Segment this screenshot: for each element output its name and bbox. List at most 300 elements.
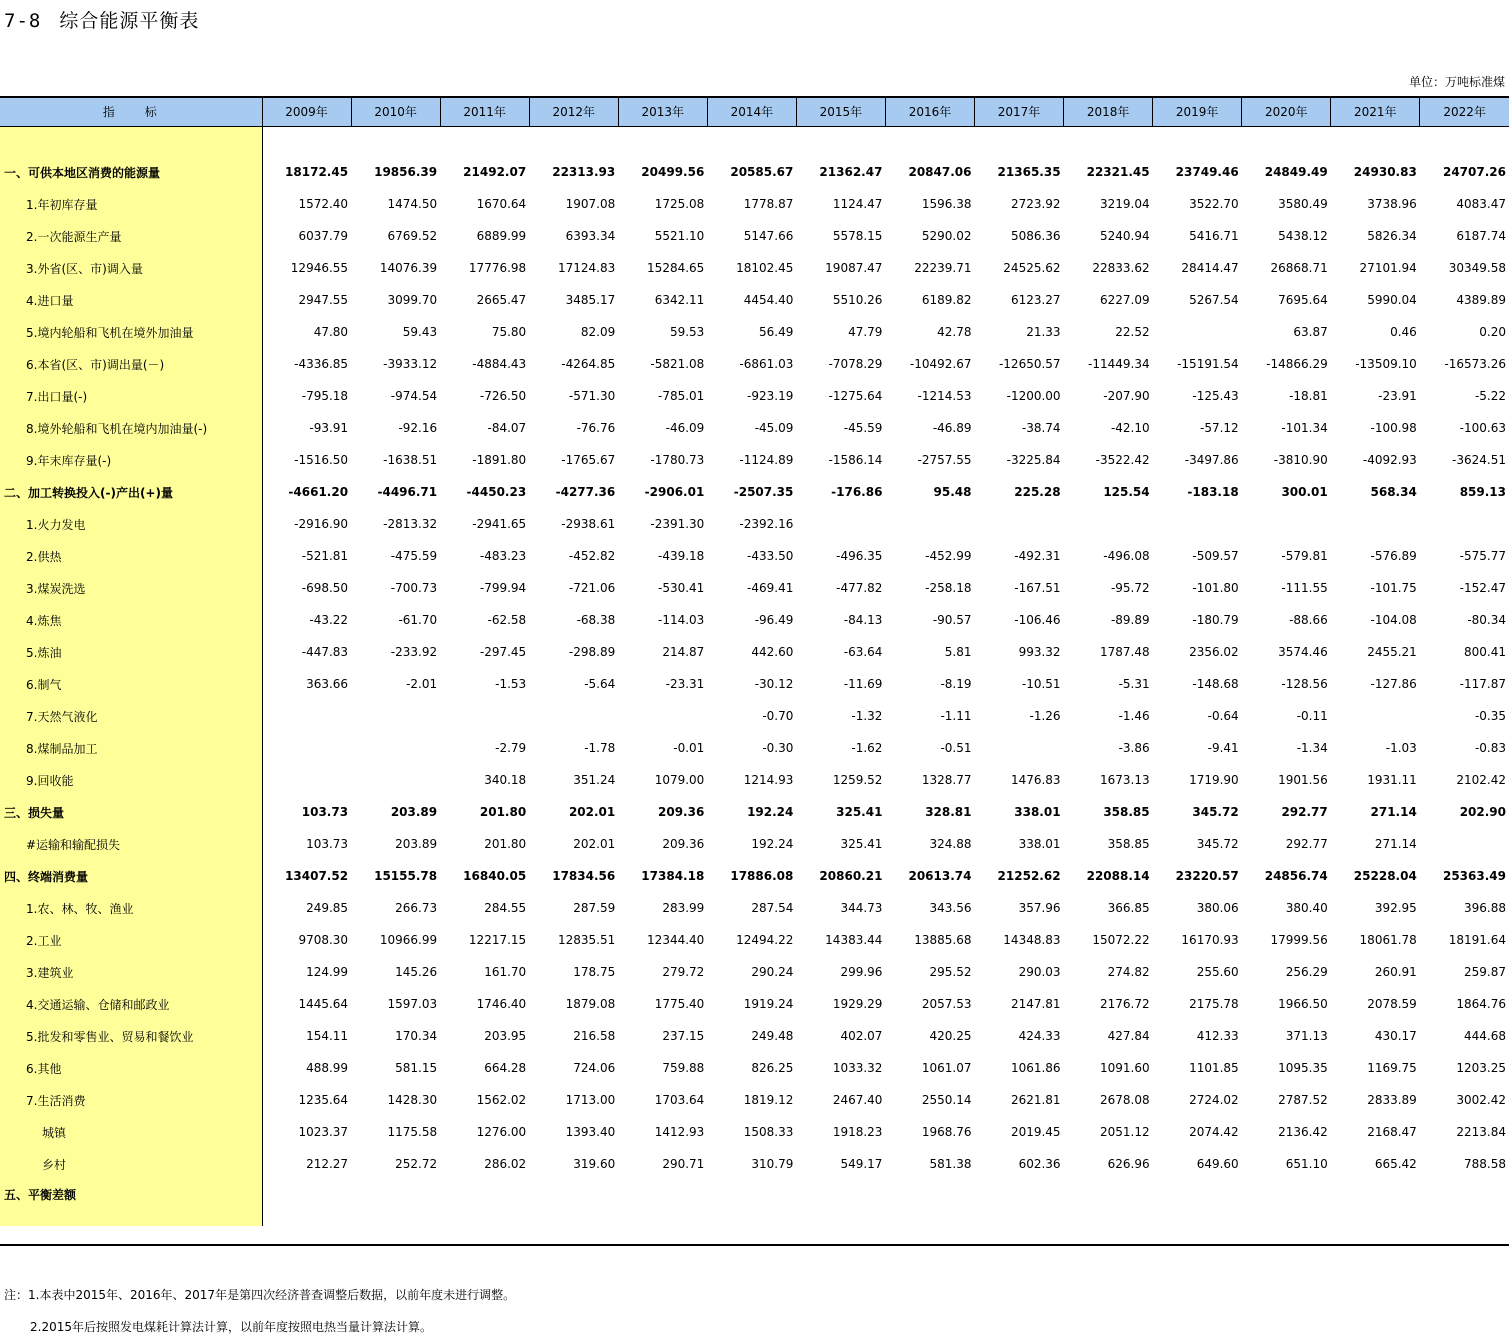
value-cell: 859.13 <box>1459 485 1506 499</box>
value-cell <box>1331 700 1420 732</box>
value-cell: 993.32 <box>1018 645 1061 659</box>
value-cell: 22321.45 <box>1086 165 1150 179</box>
table-bottom-rule <box>0 1244 1509 1246</box>
value-cell: 24707.26 <box>1442 165 1506 179</box>
table-row <box>0 284 1509 316</box>
value-cell: -0.70 <box>762 709 794 723</box>
value-cell: -7078.29 <box>828 357 883 371</box>
value-cell: 1968.76 <box>921 1125 972 1139</box>
value-cell: 2665.47 <box>476 293 527 307</box>
value-cell: -38.74 <box>1021 421 1061 435</box>
value-cell: 3522.70 <box>1189 197 1239 211</box>
value-cell: -795.18 <box>301 389 349 403</box>
value-cell: 16170.93 <box>1181 933 1239 947</box>
value-cell: 444.68 <box>1464 1029 1506 1043</box>
value-cell: 568.34 <box>1370 485 1417 499</box>
value-cell: -1586.14 <box>828 453 883 467</box>
table-row <box>0 508 1509 540</box>
value-cell: 20585.67 <box>730 165 794 179</box>
value-cell: 201.80 <box>484 837 527 851</box>
value-cell: 216.58 <box>573 1029 616 1043</box>
value-cell: 1819.12 <box>743 1093 794 1107</box>
value-cell: 286.02 <box>484 1157 527 1171</box>
value-cell: 103.73 <box>301 805 349 819</box>
value-cell <box>262 700 351 732</box>
value-cell: 75.80 <box>491 325 527 339</box>
value-cell: 402.07 <box>840 1029 883 1043</box>
value-cell: 2168.47 <box>1367 1125 1417 1139</box>
value-cell <box>1153 1180 1242 1226</box>
value-cell <box>1331 508 1420 540</box>
table-row <box>0 252 1509 284</box>
value-cell: 212.27 <box>306 1157 349 1171</box>
value-cell: 1918.23 <box>832 1125 883 1139</box>
value-cell: -11449.34 <box>1088 357 1150 371</box>
spacer-cell <box>885 126 974 156</box>
value-cell: 23749.46 <box>1175 165 1239 179</box>
value-cell: -3.86 <box>1118 741 1150 755</box>
value-cell: 5521.10 <box>654 229 705 243</box>
value-cell: 1713.00 <box>565 1093 616 1107</box>
value-cell: 2136.42 <box>1278 1125 1328 1139</box>
spacer-row <box>0 126 1509 156</box>
value-cell: 1864.76 <box>1456 997 1506 1011</box>
value-cell: 338.01 <box>1014 805 1061 819</box>
row-label: 8.境外轮船和飞机在境内加油量(-) <box>0 412 262 444</box>
header-year: 2013年 <box>618 97 707 126</box>
value-cell: -5.64 <box>584 677 616 691</box>
value-cell: 256.29 <box>1285 965 1328 979</box>
value-cell: 4454.40 <box>743 293 794 307</box>
value-cell: 358.85 <box>1107 837 1150 851</box>
value-cell: 26868.71 <box>1270 261 1328 275</box>
value-cell: 2176.72 <box>1100 997 1150 1011</box>
value-cell: -530.41 <box>657 581 705 595</box>
value-cell: 6889.99 <box>476 229 527 243</box>
value-cell: 651.10 <box>1285 1157 1328 1171</box>
value-cell: 1562.02 <box>476 1093 527 1107</box>
value-cell: 1203.25 <box>1456 1061 1506 1075</box>
value-cell: 340.18 <box>484 773 527 787</box>
value-cell: -447.83 <box>301 645 349 659</box>
page-title <box>4 6 199 33</box>
value-cell: 345.72 <box>1196 837 1239 851</box>
value-cell: 1725.08 <box>654 197 705 211</box>
value-cell: 260.91 <box>1374 965 1417 979</box>
value-cell: 1719.90 <box>1189 773 1239 787</box>
value-cell: -1.34 <box>1296 741 1328 755</box>
value-cell <box>1420 1180 1509 1226</box>
value-cell: -46.09 <box>665 421 705 435</box>
value-cell: -3497.86 <box>1184 453 1239 467</box>
header-year: 2016年 <box>885 97 974 126</box>
value-cell <box>618 700 707 732</box>
value-cell: 1328.77 <box>921 773 972 787</box>
table-row <box>0 316 1509 348</box>
value-cell: 1169.75 <box>1367 1061 1417 1075</box>
value-cell: -16573.26 <box>1444 357 1506 371</box>
value-cell: 19087.47 <box>825 261 883 275</box>
value-cell: -799.94 <box>479 581 527 595</box>
value-cell: 103.73 <box>306 837 349 851</box>
row-label: 城镇 <box>0 1116 262 1148</box>
value-cell: 392.95 <box>1374 901 1417 915</box>
value-cell: 6393.34 <box>565 229 616 243</box>
value-cell: -452.99 <box>925 549 972 563</box>
value-cell <box>1420 508 1509 540</box>
row-label: 5.批发和零售业、贸易和餐饮业 <box>0 1020 262 1052</box>
value-cell: -1.53 <box>495 677 527 691</box>
value-cell: 22.52 <box>1115 325 1150 339</box>
value-cell: -100.98 <box>1370 421 1417 435</box>
value-cell: 95.48 <box>933 485 972 499</box>
row-label: 7.出口量(-) <box>0 380 262 412</box>
value-cell: 1033.32 <box>832 1061 883 1075</box>
value-cell: 192.24 <box>751 837 794 851</box>
value-cell: 287.59 <box>573 901 616 915</box>
value-cell: 5510.26 <box>832 293 883 307</box>
value-cell: -176.86 <box>831 485 883 499</box>
value-cell: -475.59 <box>390 549 438 563</box>
value-cell: -1124.89 <box>739 453 794 467</box>
table-row <box>0 572 1509 604</box>
value-cell <box>351 764 440 796</box>
value-cell: 47.80 <box>313 325 349 339</box>
value-cell: 28414.47 <box>1181 261 1239 275</box>
value-cell: -63.64 <box>843 645 883 659</box>
value-cell: -3933.12 <box>383 357 438 371</box>
value-cell: 279.72 <box>662 965 705 979</box>
value-cell: -452.82 <box>568 549 616 563</box>
table-row <box>0 860 1509 892</box>
row-label: 四、终端消费量 <box>0 860 262 892</box>
value-cell: 3574.46 <box>1278 645 1328 659</box>
value-cell: 284.55 <box>484 901 527 915</box>
value-cell: 1597.03 <box>387 997 438 1011</box>
energy-balance-table <box>0 96 1509 1226</box>
value-cell: -579.81 <box>1281 549 1328 563</box>
row-label: 2.一次能源生产量 <box>0 220 262 252</box>
value-cell <box>975 508 1064 540</box>
value-cell: 154.11 <box>306 1029 349 1043</box>
value-cell <box>262 1180 351 1226</box>
value-cell: -167.51 <box>1014 581 1061 595</box>
value-cell: 192.24 <box>747 805 794 819</box>
value-cell: -125.43 <box>1192 389 1239 403</box>
table-title: 综合能源平衡表 <box>59 10 200 32</box>
value-cell: 1091.60 <box>1100 1061 1150 1075</box>
value-cell: 24525.62 <box>1003 261 1061 275</box>
value-cell: -721.06 <box>568 581 616 595</box>
value-cell: 203.89 <box>395 837 438 851</box>
value-cell: -4884.43 <box>472 357 527 371</box>
value-cell: 266.73 <box>395 901 438 915</box>
value-cell: 1061.86 <box>1010 1061 1061 1075</box>
row-label: 6.制气 <box>0 668 262 700</box>
value-cell: 427.84 <box>1107 1029 1150 1043</box>
value-cell: 5.81 <box>944 645 972 659</box>
value-cell: 581.38 <box>929 1157 972 1171</box>
value-cell: 1931.11 <box>1367 773 1417 787</box>
value-cell: -114.03 <box>657 613 705 627</box>
value-cell: -18.81 <box>1289 389 1328 403</box>
value-cell: -2507.35 <box>733 485 794 499</box>
table-row <box>0 444 1509 476</box>
value-cell: 6037.79 <box>298 229 349 243</box>
value-cell: 59.53 <box>669 325 705 339</box>
value-cell: -233.92 <box>390 645 438 659</box>
value-cell: 201.80 <box>479 805 527 819</box>
value-cell: 20847.06 <box>908 165 972 179</box>
value-cell: 412.33 <box>1196 1029 1239 1043</box>
value-cell: 1428.30 <box>387 1093 438 1107</box>
value-cell: -1891.80 <box>472 453 527 467</box>
value-cell: 1775.40 <box>654 997 705 1011</box>
value-cell: 2678.08 <box>1100 1093 1150 1107</box>
value-cell: -571.30 <box>568 389 616 403</box>
value-cell: 1572.40 <box>298 197 349 211</box>
value-cell: 21362.47 <box>819 165 883 179</box>
value-cell: 7695.64 <box>1278 293 1328 307</box>
value-cell: -700.73 <box>390 581 438 595</box>
value-cell: -297.45 <box>479 645 527 659</box>
value-cell: -101.80 <box>1192 581 1239 595</box>
value-cell: 357.96 <box>1018 901 1061 915</box>
row-label: 3.煤炭洗选 <box>0 572 262 604</box>
value-cell: 22088.14 <box>1086 869 1150 883</box>
value-cell: -4092.93 <box>1362 453 1417 467</box>
row-label: 乡村 <box>0 1148 262 1180</box>
value-cell: 170.34 <box>395 1029 438 1043</box>
header-year: 2022年 <box>1420 97 1509 126</box>
value-cell: -1.26 <box>1029 709 1061 723</box>
value-cell: -207.90 <box>1103 389 1150 403</box>
table-row <box>0 380 1509 412</box>
value-cell: 202.90 <box>1459 805 1506 819</box>
value-cell: 14383.44 <box>825 933 883 947</box>
value-cell: -84.13 <box>843 613 883 627</box>
value-cell: 287.54 <box>751 901 794 915</box>
row-label: 5.境内轮船和飞机在境外加油量 <box>0 316 262 348</box>
value-cell: 3485.17 <box>565 293 616 307</box>
row-label: 3.外省(区、市)调入量 <box>0 252 262 284</box>
value-cell <box>796 1180 885 1226</box>
value-cell: 1787.48 <box>1100 645 1150 659</box>
value-cell: 420.25 <box>929 1029 972 1043</box>
value-cell: 1023.37 <box>298 1125 349 1139</box>
row-label: 3.建筑业 <box>0 956 262 988</box>
value-cell: 788.58 <box>1464 1157 1506 1171</box>
value-cell: -23.31 <box>665 677 705 691</box>
value-cell: -0.64 <box>1207 709 1239 723</box>
footnote-2: 2.2015年后按照发电煤耗计算法计算，以前年度按照电热当量计算法计算。 <box>30 1320 432 1334</box>
value-cell: 3219.04 <box>1100 197 1150 211</box>
value-cell: 14076.39 <box>379 261 438 275</box>
value-cell: 259.87 <box>1464 965 1506 979</box>
header-year: 2020年 <box>1242 97 1331 126</box>
spacer-cell <box>1420 126 1509 156</box>
value-cell: 14348.83 <box>1003 933 1061 947</box>
value-cell: 4389.89 <box>1456 293 1506 307</box>
value-cell: 292.77 <box>1281 805 1328 819</box>
value-cell: 0.20 <box>1479 325 1506 339</box>
value-cell: 800.41 <box>1464 645 1506 659</box>
value-cell: 380.06 <box>1196 901 1239 915</box>
value-cell: -57.12 <box>1200 421 1239 435</box>
value-cell: 5826.34 <box>1367 229 1417 243</box>
value-cell: 18191.64 <box>1448 933 1506 947</box>
value-cell: 24856.74 <box>1264 869 1328 883</box>
value-cell: -9.41 <box>1207 741 1239 755</box>
value-cell: 1929.29 <box>832 997 883 1011</box>
value-cell: 21492.07 <box>463 165 527 179</box>
value-cell: 63.87 <box>1293 325 1328 339</box>
value-cell: 424.33 <box>1018 1029 1061 1043</box>
value-cell: 344.73 <box>840 901 883 915</box>
value-cell <box>262 764 351 796</box>
table-row <box>0 348 1509 380</box>
value-cell: 2550.14 <box>921 1093 972 1107</box>
table-row <box>0 220 1509 252</box>
value-cell: 271.14 <box>1370 805 1417 819</box>
value-cell: 21365.35 <box>997 165 1061 179</box>
value-cell: -2916.90 <box>294 517 349 531</box>
value-cell: 5240.94 <box>1100 229 1150 243</box>
value-cell: 6123.27 <box>1010 293 1061 307</box>
value-cell: 345.72 <box>1192 805 1239 819</box>
value-cell: -88.66 <box>1289 613 1328 627</box>
value-cell <box>885 508 974 540</box>
spacer-label-cell <box>0 126 262 156</box>
value-cell: 12344.40 <box>647 933 705 947</box>
value-cell: 363.66 <box>306 677 349 691</box>
value-cell: 17886.08 <box>730 869 794 883</box>
value-cell: -104.08 <box>1370 613 1417 627</box>
header-year: 2012年 <box>529 97 618 126</box>
value-cell <box>618 1180 707 1226</box>
value-cell: -2391.30 <box>650 517 705 531</box>
table-body <box>0 126 1509 1226</box>
value-cell <box>885 1180 974 1226</box>
value-cell: 5147.66 <box>743 229 794 243</box>
value-cell: -100.63 <box>1459 421 1506 435</box>
value-cell: -1.62 <box>851 741 883 755</box>
row-label: 1.火力发电 <box>0 508 262 540</box>
value-cell: 6769.52 <box>387 229 438 243</box>
value-cell <box>440 1180 529 1226</box>
value-cell: -42.10 <box>1110 421 1150 435</box>
spacer-cell <box>796 126 885 156</box>
value-cell: 145.26 <box>395 965 438 979</box>
value-cell: 324.88 <box>929 837 972 851</box>
value-cell: 328.81 <box>925 805 972 819</box>
value-cell: -14866.29 <box>1266 357 1328 371</box>
value-cell: 5086.36 <box>1010 229 1061 243</box>
value-cell: 18172.45 <box>285 165 349 179</box>
value-cell: -3624.51 <box>1452 453 1506 467</box>
value-cell: 15155.78 <box>374 869 438 883</box>
value-cell: -127.86 <box>1370 677 1417 691</box>
value-cell: 2455.21 <box>1367 645 1417 659</box>
value-cell: 283.99 <box>662 901 705 915</box>
value-cell: 23220.57 <box>1175 869 1239 883</box>
value-cell: 1175.58 <box>387 1125 438 1139</box>
value-cell: 47.79 <box>848 325 883 339</box>
row-label: 五、平衡差额 <box>0 1180 262 1226</box>
value-cell: 2947.55 <box>298 293 349 307</box>
row-label: #运输和输配损失 <box>0 828 262 860</box>
value-cell: 1214.93 <box>743 773 794 787</box>
value-cell: 22313.93 <box>552 165 616 179</box>
value-cell: 24849.49 <box>1264 165 1328 179</box>
value-cell: 2102.42 <box>1456 773 1506 787</box>
value-cell: -4661.20 <box>288 485 349 499</box>
value-cell: 271.14 <box>1374 837 1417 851</box>
row-label: 三、损失量 <box>0 796 262 828</box>
value-cell: 12494.22 <box>736 933 794 947</box>
header-year: 2015年 <box>796 97 885 126</box>
value-cell: 1412.93 <box>654 1125 705 1139</box>
value-cell: 1101.85 <box>1189 1061 1239 1075</box>
value-cell: 59.43 <box>402 325 438 339</box>
value-cell: 10966.99 <box>379 933 438 947</box>
value-cell: 1919.24 <box>743 997 794 1011</box>
value-cell: 24930.83 <box>1353 165 1417 179</box>
value-cell: 664.28 <box>484 1061 527 1075</box>
value-cell: -80.34 <box>1467 613 1506 627</box>
value-cell: 2724.02 <box>1189 1093 1239 1107</box>
value-cell: 1276.00 <box>476 1125 527 1139</box>
table-row <box>0 476 1509 508</box>
value-cell: -62.58 <box>487 613 527 627</box>
value-cell: 209.36 <box>658 805 705 819</box>
value-cell: -576.89 <box>1370 549 1417 563</box>
value-cell: -45.09 <box>754 421 794 435</box>
value-cell: 1445.64 <box>298 997 349 1011</box>
value-cell: 2057.53 <box>921 997 972 1011</box>
value-cell: 3738.96 <box>1367 197 1417 211</box>
table-row <box>0 1020 1509 1052</box>
value-cell: 488.99 <box>306 1061 349 1075</box>
value-cell <box>1064 508 1153 540</box>
value-cell: 1079.00 <box>654 773 705 787</box>
table-row <box>0 604 1509 636</box>
value-cell: 225.28 <box>1014 485 1061 499</box>
value-cell: -4336.85 <box>294 357 349 371</box>
value-cell: 5990.04 <box>1367 293 1417 307</box>
value-cell: -128.56 <box>1281 677 1328 691</box>
value-cell: 214.87 <box>662 645 705 659</box>
value-cell: 237.15 <box>662 1029 705 1043</box>
value-cell: 5290.02 <box>921 229 972 243</box>
value-cell: 366.85 <box>1107 901 1150 915</box>
value-cell: 358.85 <box>1103 805 1150 819</box>
value-cell: 325.41 <box>836 805 883 819</box>
value-cell <box>351 732 440 764</box>
value-cell <box>351 1180 440 1226</box>
value-cell: 351.24 <box>573 773 616 787</box>
value-cell: 16840.05 <box>463 869 527 883</box>
value-cell <box>529 700 618 732</box>
table-row <box>0 700 1509 732</box>
row-label: 7.天然气液化 <box>0 700 262 732</box>
value-cell: 2175.78 <box>1189 997 1239 1011</box>
header-year: 2011年 <box>440 97 529 126</box>
value-cell: 826.25 <box>751 1061 794 1075</box>
value-cell: -101.75 <box>1370 581 1417 595</box>
value-cell: -785.01 <box>657 389 705 403</box>
value-cell: 178.75 <box>573 965 616 979</box>
